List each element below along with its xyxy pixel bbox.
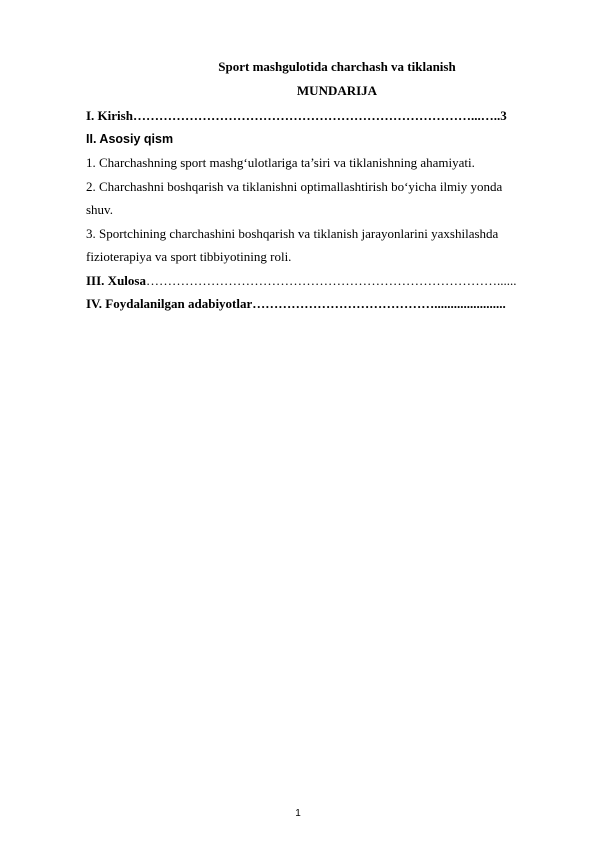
page-number: 1 bbox=[295, 808, 301, 819]
document-title: Sport mashgulotida charchash va tiklanish bbox=[218, 59, 456, 74]
toc-entry-label: III. Xulosa bbox=[86, 272, 146, 288]
toc-entry-adabiyotlar bbox=[86, 292, 556, 316]
toc-subentry-2-line-2: shuv. bbox=[86, 202, 113, 217]
toc-subentry-3-line-2: fizioterapiya va sport tibbiyotining roli. bbox=[86, 249, 292, 264]
toc-subentry-1: 1. Charchashning sport mashg‘ulotlariga ta’siri va tiklanishning ahamiyati. bbox=[86, 155, 475, 170]
toc-entry-page: 3 bbox=[500, 108, 507, 123]
toc-entry-kirish bbox=[86, 104, 556, 128]
toc-entry-label: IV. Foydalanilgan adabiyotlar bbox=[86, 296, 253, 311]
toc-leader-dots: ……………………………………………………………………...….. bbox=[132, 108, 501, 123]
toc-subentry-3-line-1: 3. Sportchining charchashini boshqarish va tiklanish jarayonlarini yaxshilashda bbox=[86, 225, 499, 241]
toc-leader-dots: ……………………………………...................... bbox=[252, 296, 506, 311]
toc-entry-label: I. Kirish bbox=[86, 108, 133, 123]
toc-heading: MUNDARIJA bbox=[296, 83, 378, 98]
toc-entry-xulosa bbox=[86, 269, 556, 293]
toc-leader-dots: ………………………………………………………………………...... bbox=[145, 272, 517, 288]
toc-entry-asosiy-qism: II. Asosiy qism bbox=[86, 131, 174, 146]
toc-subentry-2-line-1: 2. Charchashni boshqarish va tiklanishni optimallashtirish bo‘yicha ilmiy yonda bbox=[86, 178, 503, 194]
table-of-contents bbox=[86, 104, 556, 316]
